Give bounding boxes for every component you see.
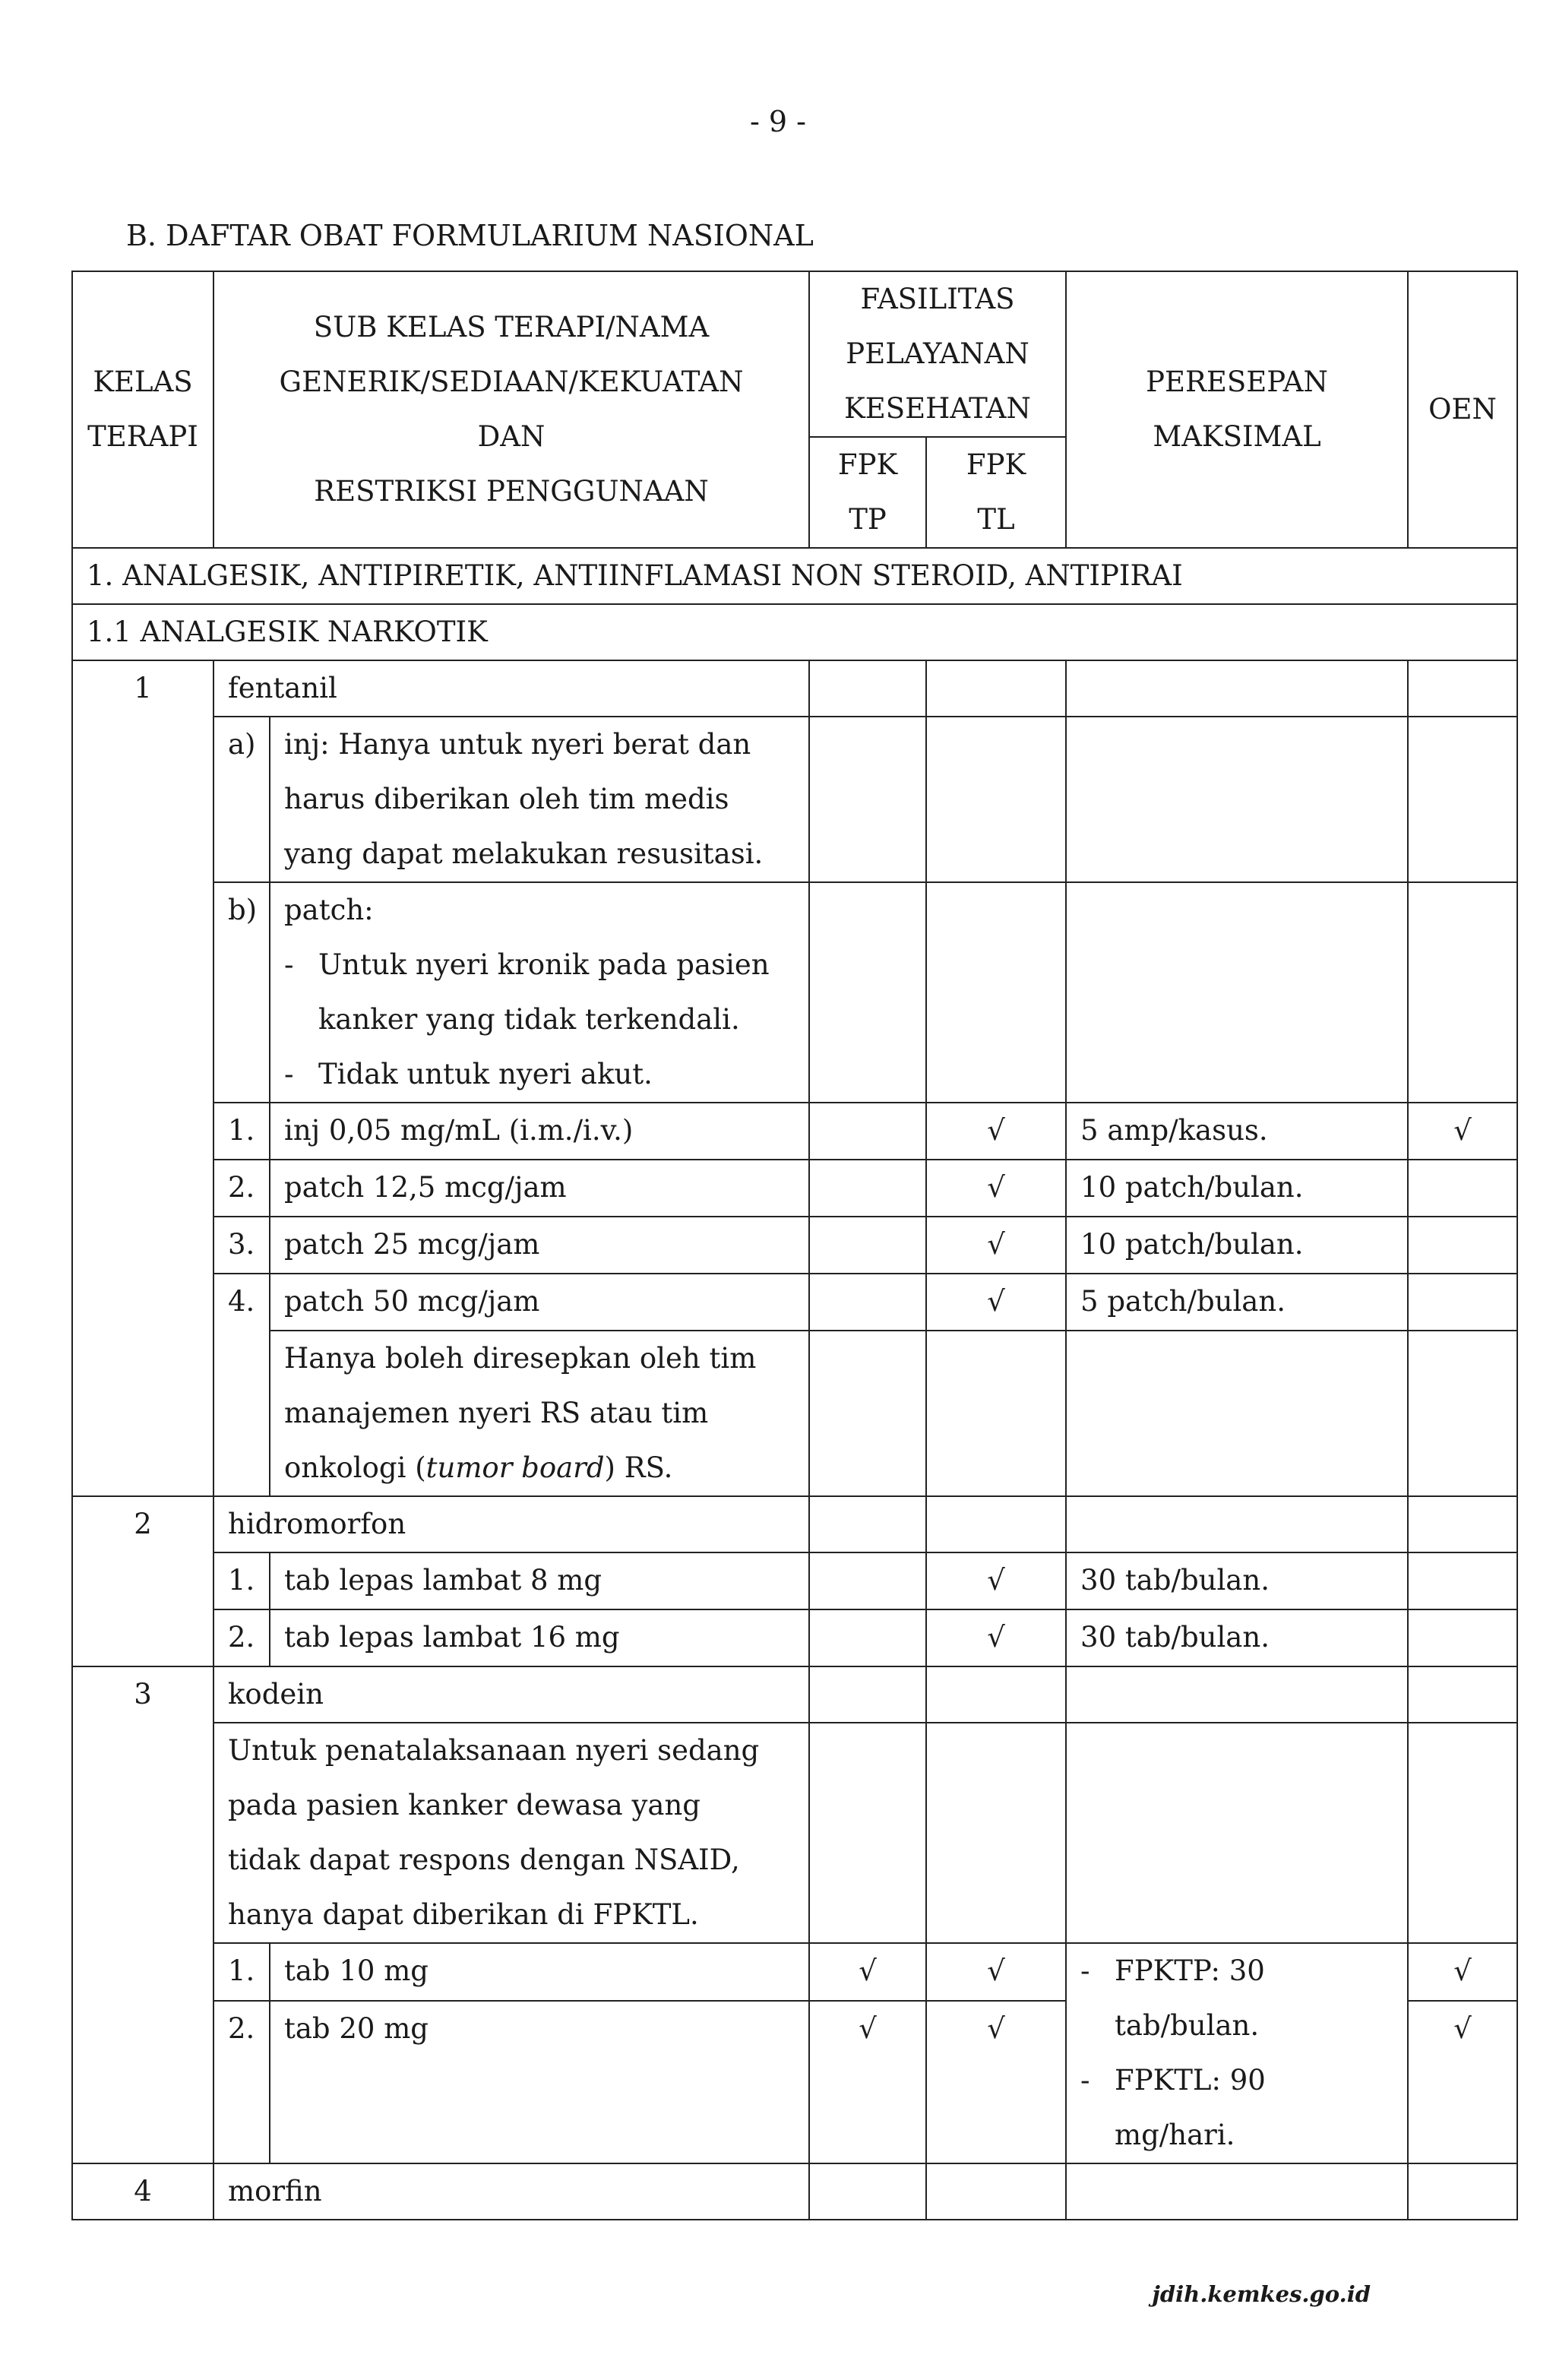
- form-restriction: inj: Hanya untuk nyeri berat dan harus diberikan oleh tim medis yang dapat melakukan resusitasi.: [270, 717, 809, 882]
- usage-restriction-note: Hanya boleh diresepkan oleh tim manajemen nyeri RS atau tim onkologi (tumor board) RS.: [270, 1331, 809, 1496]
- fpk-tl-check: √: [926, 1609, 1066, 1666]
- drug-number: 4: [72, 2163, 213, 2220]
- header-sub-kelas: SUB KELAS TERAPI/NAMA GENERIK/SEDIAAN/KEKUATAN DAN RESTRIKSI PENGGUNAAN: [213, 271, 809, 548]
- max-prescription: 5 patch/bulan.: [1066, 1274, 1408, 1331]
- drug-number: 3: [72, 1666, 213, 1723]
- oen-check: [1408, 1160, 1517, 1217]
- max-prescription: 10 patch/bulan.: [1066, 1217, 1408, 1274]
- fpk-tp-check: [809, 1103, 926, 1160]
- fpk-tl-check: √: [926, 1217, 1066, 1274]
- max-prescription: - FPKTP: 30 tab/bulan. - FPKTL: 90 mg/hari.: [1066, 1943, 1408, 2163]
- header-fpk-tl: FPK TL: [926, 437, 1066, 548]
- footer-website: jdih.kemkes.go.id: [1152, 2281, 1371, 2307]
- fpk-tl-check: √: [926, 1943, 1066, 2001]
- drug-name: morfin: [213, 2163, 809, 2220]
- fpk-tp-check: [809, 1217, 926, 1274]
- item-name: tab lepas lambat 16 mg: [270, 1609, 809, 1666]
- therapy-subclass-row: 1.1 ANALGESIK NARKOTIK: [72, 604, 1517, 660]
- therapy-class-row: 1. ANALGESIK, ANTIPIRETIK, ANTIINFLAMASI NON STEROID, ANTIPIRAI: [72, 548, 1517, 604]
- drug-name: hidromorfon: [213, 1496, 809, 1552]
- oen-check: [1408, 1274, 1517, 1331]
- max-prescription: 30 tab/bulan.: [1066, 1552, 1408, 1609]
- item-number: 2.: [213, 1160, 270, 1217]
- item-number: 1.: [213, 1943, 270, 2001]
- item-number: 4.: [213, 1274, 270, 1331]
- header-peresepan: PERESEPAN MAKSIMAL: [1066, 271, 1408, 548]
- fpk-tl-check: √: [926, 1552, 1066, 1609]
- item-name: tab 10 mg: [270, 1943, 809, 2001]
- drug-name: kodein: [213, 1666, 809, 1723]
- fpk-tl-check: √: [926, 1160, 1066, 1217]
- header-fasilitas: FASILITAS PELAYANAN KESEHATAN: [809, 271, 1066, 437]
- max-prescription: 30 tab/bulan.: [1066, 1609, 1408, 1666]
- header-fpk-tp: FPK TP: [809, 437, 926, 548]
- oen-check: [1408, 1217, 1517, 1274]
- item-name: tab lepas lambat 8 mg: [270, 1552, 809, 1609]
- form-restriction: patch: - Untuk nyeri kronik pada pasien kanker yang tidak terkendali. - Tidak untuk nyeri akut.: [270, 882, 809, 1103]
- oen-check: √: [1408, 2001, 1517, 2163]
- item-number: 2.: [213, 2001, 270, 2163]
- fpk-tl-check: √: [926, 1274, 1066, 1331]
- drug-name: fentanil: [213, 660, 809, 717]
- item-name: inj 0,05 mg/mL (i.m./i.v.): [270, 1103, 809, 1160]
- fpk-tl-check: √: [926, 1103, 1066, 1160]
- oen-check: √: [1408, 1103, 1517, 1160]
- form-label: b): [213, 882, 270, 1103]
- section-title: B. DAFTAR OBAT FORMULARIUM NASIONAL: [126, 219, 814, 252]
- form-label: a): [213, 717, 270, 882]
- item-name: tab 20 mg: [270, 2001, 809, 2163]
- italic-term: tumor board: [425, 1451, 605, 1484]
- fpk-tp-check: [809, 1160, 926, 1217]
- drug-number: 2: [72, 1496, 213, 1552]
- fpk-tp-check: √: [809, 2001, 926, 2163]
- max-prescription: 10 patch/bulan.: [1066, 1160, 1408, 1217]
- item-number: 1.: [213, 1552, 270, 1609]
- item-number: 2.: [213, 1609, 270, 1666]
- max-prescription: 5 amp/kasus.: [1066, 1103, 1408, 1160]
- item-name: patch 12,5 mcg/jam: [270, 1160, 809, 1217]
- header-kelas-terapi: KELAS TERAPI: [72, 271, 213, 548]
- drug-formulary-table: [71, 271, 1518, 2220]
- item-number: 1.: [213, 1103, 270, 1160]
- header-oen: OEN: [1408, 271, 1517, 548]
- drug-number: 1: [72, 660, 213, 717]
- fpk-tp-check: √: [809, 1943, 926, 2001]
- item-name: patch 50 mcg/jam: [270, 1274, 809, 1331]
- page-number: - 9 -: [749, 105, 806, 138]
- item-name: patch 25 mcg/jam: [270, 1217, 809, 1274]
- usage-restriction-note: Untuk penatalaksanaan nyeri sedang pada pasien kanker dewasa yang tidak dapat respons dengan NSAID, hanya dapat diberikan di FPKTL.: [213, 1723, 809, 1943]
- oen-check: √: [1408, 1943, 1517, 2001]
- item-number: 3.: [213, 1217, 270, 1274]
- fpk-tp-check: [809, 1274, 926, 1331]
- fpk-tl-check: √: [926, 2001, 1066, 2163]
